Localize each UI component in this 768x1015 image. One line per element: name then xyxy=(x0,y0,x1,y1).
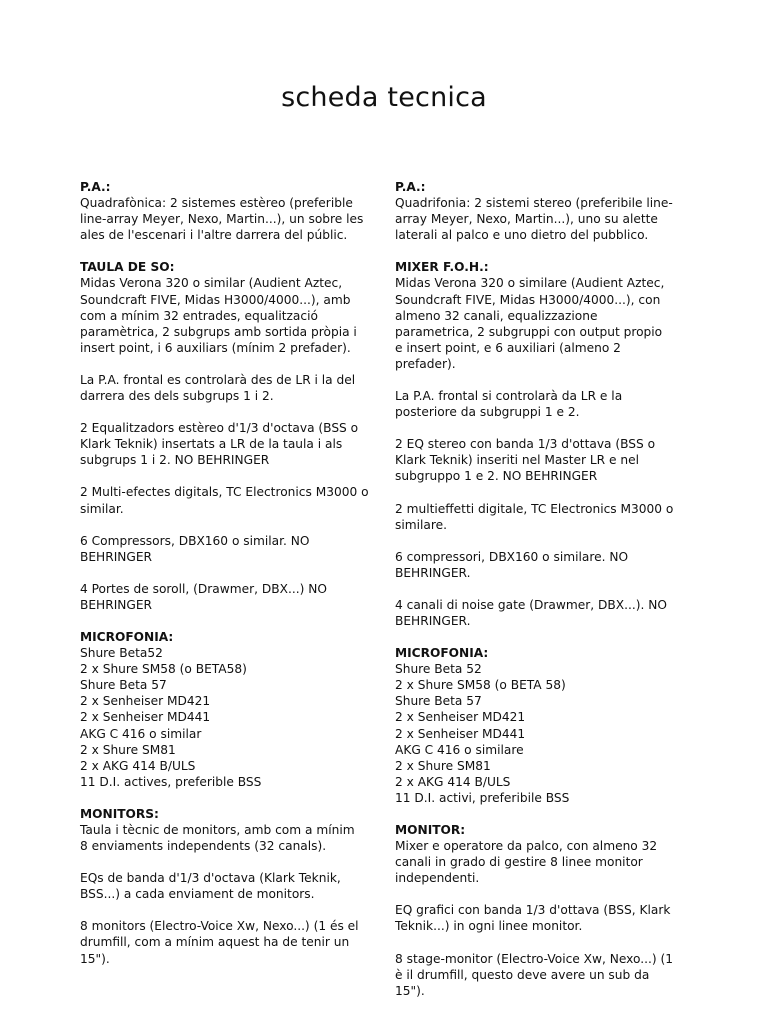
text-line: Taula i tècnic de monitors, amb com a mínim xyxy=(80,823,355,837)
text-line: EQs de banda d'1/3 d'octava (Klark Teknik, xyxy=(80,871,341,886)
list-item: 2 x Shure SM81 xyxy=(395,758,491,773)
list-item: 2 x Senheiser MD441 xyxy=(395,726,526,741)
text-line: 2 multieffetti digitale, TC Electronics M3000 o xyxy=(395,501,674,516)
pa-front-paragraph xyxy=(395,388,695,420)
text-line: paramètrica, 2 subgrups amb sortida pròpia i xyxy=(80,324,357,339)
pa-front-paragraph xyxy=(80,372,372,404)
monitor-section xyxy=(395,822,695,886)
text-line: 6 compressori, DBX160 o similare. NO xyxy=(395,549,629,564)
list-item: Shure Beta52 xyxy=(80,646,163,661)
microphone-heading: MICROFONIA: xyxy=(395,646,489,661)
catalan-column xyxy=(80,179,372,983)
gate-paragraph xyxy=(395,597,695,629)
text-line: laterali al palco e uno dietro del pubblico. xyxy=(395,228,649,243)
text-line: La P.A. frontal si controlarà da LR e la xyxy=(395,389,623,404)
text-line: almeno 32 canali, equalizzazione xyxy=(395,308,598,323)
text-line: 4 Portes de soroll, (Drawmer, DBX...) NO xyxy=(80,581,327,596)
text-line: parametrica, 2 subgruppi con output propio xyxy=(395,324,663,339)
microphone-section xyxy=(80,629,372,790)
list-item: 2 x AKG 414 B/ULS xyxy=(80,758,196,773)
monitor-section xyxy=(80,806,372,854)
text-line: 8 enviaments independents (32 canals). xyxy=(80,839,327,854)
list-item: Shure Beta 57 xyxy=(395,694,482,709)
compressor-paragraph xyxy=(395,549,695,581)
text-line: 8 monitors (Electro-Voice Xw, Nexo...) (1 és el xyxy=(80,919,359,934)
compressor-paragraph xyxy=(80,533,372,565)
text-line: array Meyer, Nexo, Martin...), uno su alette xyxy=(395,212,658,227)
list-item: AKG C 416 o similare xyxy=(395,742,524,757)
mixer-section xyxy=(395,259,695,372)
text-line: BEHRINGER. xyxy=(395,565,471,580)
italian-column xyxy=(395,179,695,1015)
text-line: Klark Teknik) insertats a LR de la taula i als xyxy=(80,437,343,452)
list-item: 11 D.I. actives, preferible BSS xyxy=(80,774,262,789)
pa-section xyxy=(395,179,695,243)
text-line: posteriore da subgruppi 1 e 2. xyxy=(395,405,580,420)
text-line: Soundcraft FIVE, Midas H3000/4000...), con xyxy=(395,292,661,307)
text-line: ales de l'escenari i l'altre darrera del públic. xyxy=(80,228,348,243)
eq-paragraph xyxy=(80,420,372,468)
text-line: independenti. xyxy=(395,871,480,886)
microphone-section xyxy=(395,645,695,806)
text-line: similare. xyxy=(395,517,447,532)
text-line: BEHRINGER xyxy=(80,597,153,612)
text-line: Midas Verona 320 o similar (Audient Aztec, xyxy=(80,276,343,291)
fx-paragraph xyxy=(80,484,372,516)
text-line: com a mínim 32 entrades, equalització xyxy=(80,308,318,323)
text-line: 15"). xyxy=(395,983,425,998)
text-line: Soundcraft FIVE, Midas H3000/4000...), amb xyxy=(80,292,351,307)
text-line: prefader). xyxy=(395,356,456,371)
text-line: Klark Teknik) inseriti nel Master LR e nel xyxy=(395,453,639,468)
text-line: La P.A. frontal es controlarà des de LR i la del xyxy=(80,372,356,387)
text-line: 2 EQ stereo con banda 1/3 d'ottava (BSS o xyxy=(395,437,656,452)
text-line: subgruppo 1 e 2. NO BEHRINGER xyxy=(395,469,598,484)
text-line: 4 canali di noise gate (Drawmer, DBX...). NO xyxy=(395,597,667,612)
mixer-heading: TAULA DE SO: xyxy=(80,260,175,275)
text-line: Quadrifonia: 2 sistemi stereo (preferibile line- xyxy=(395,196,673,211)
list-item: 2 x Shure SM58 (o BETA58) xyxy=(80,662,247,677)
text-line: Mixer e operatore da palco, con almeno 32 xyxy=(395,839,658,854)
text-line: subgrups 1 i 2. NO BEHRINGER xyxy=(80,453,270,468)
list-item: 11 D.I. activi, preferibile BSS xyxy=(395,790,570,805)
monitor-wedges-paragraph xyxy=(80,918,372,966)
list-item: Shure Beta 57 xyxy=(80,678,167,693)
text-line: BEHRINGER xyxy=(80,549,153,564)
text-line: Teknik...) in ogni linee monitor. xyxy=(395,919,583,934)
text-line: drumfill, com a mínim aquest ha de tenir un xyxy=(80,935,350,950)
microphone-heading: MICROFONIA: xyxy=(80,629,174,644)
monitor-eq-paragraph xyxy=(80,870,372,902)
text-line: 15"). xyxy=(80,951,110,966)
list-item: 2 x Senheiser MD441 xyxy=(80,710,211,725)
gate-paragraph xyxy=(80,581,372,613)
list-item: 2 x AKG 414 B/ULS xyxy=(395,774,511,789)
monitor-wedges-paragraph xyxy=(395,951,695,999)
mixer-heading: MIXER F.O.H.: xyxy=(395,260,489,275)
text-line: canali in grado di gestire 8 linee monitor xyxy=(395,855,643,870)
text-line: insert point, i 6 auxiliars (mínim 2 prefader). xyxy=(80,340,351,355)
text-line: BSS...) a cada enviament de monitors. xyxy=(80,887,315,902)
list-item: 2 x Shure SM58 (o BETA 58) xyxy=(395,678,566,693)
pa-heading: P.A.: xyxy=(395,180,426,194)
text-line: 2 Multi-efectes digitals, TC Electronics M3000 o xyxy=(80,485,369,500)
text-line: BEHRINGER. xyxy=(395,613,471,628)
list-item: 2 x Shure SM81 xyxy=(80,742,176,757)
text-line: 2 Equalitzadors estèreo d'1/3 d'octava (BSS o xyxy=(80,421,359,436)
monitor-eq-paragraph xyxy=(395,902,695,934)
text-line: similar. xyxy=(80,501,124,516)
text-line: Midas Verona 320 o similare (Audient Aztec, xyxy=(395,276,665,291)
list-item: 2 x Senheiser MD421 xyxy=(80,694,211,709)
list-item: 2 x Senheiser MD421 xyxy=(395,710,526,725)
pa-section xyxy=(80,179,372,243)
text-line: Quadrafònica: 2 sistemes estèreo (preferible xyxy=(80,196,353,211)
monitor-heading: MONITOR: xyxy=(395,823,466,837)
list-item: Shure Beta 52 xyxy=(395,662,482,677)
list-item: AKG C 416 o similar xyxy=(80,726,202,741)
monitor-heading: MONITORS: xyxy=(80,806,159,821)
text-line: 8 stage-monitor (Electro-Voice Xw, Nexo...) (1 xyxy=(395,951,673,966)
text-line: EQ grafici con banda 1/3 d'ottava (BSS, Klark xyxy=(395,903,671,918)
page-title: scheda tecnica xyxy=(281,82,487,113)
text-line: 6 Compressors, DBX160 o similar. NO xyxy=(80,533,310,548)
text-line: e insert point, e 6 auxiliari (almeno 2 xyxy=(395,340,621,355)
fx-paragraph xyxy=(395,501,695,533)
eq-paragraph xyxy=(395,436,695,484)
text-line: è il drumfill, questo deve avere un sub da xyxy=(395,967,650,982)
pa-heading: P.A.: xyxy=(80,180,111,194)
text-line: darrera des dels subgrups 1 i 2. xyxy=(80,389,274,404)
mixer-section xyxy=(80,259,372,356)
text-line: line-array Meyer, Nexo, Martin...), un sobre les xyxy=(80,212,364,227)
